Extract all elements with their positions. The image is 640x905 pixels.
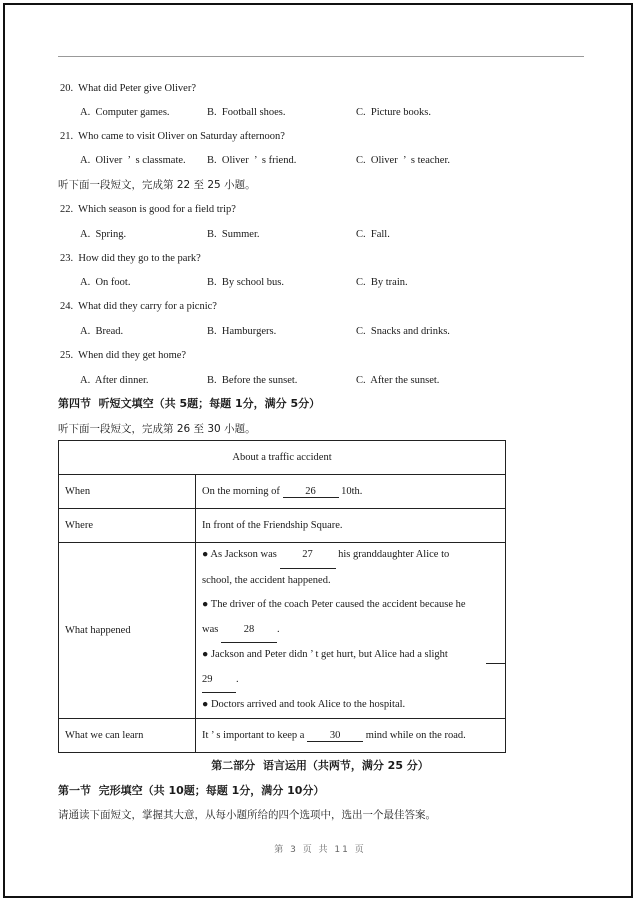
learn-label: What we can learn	[59, 719, 196, 753]
q22-option-b: B. Summer.	[207, 229, 260, 240]
where-label: Where	[59, 509, 196, 543]
q22-option-c: C. Fall.	[356, 229, 390, 240]
q24-option-c: C. Snacks and drinks.	[356, 326, 450, 337]
blank-30: 30	[307, 730, 363, 742]
when-cell: On the morning of 26 10th.	[196, 475, 506, 509]
q21-option-c: C. Oliver ’ s teacher.	[356, 155, 450, 166]
q25-option-a: A. After dinner.	[80, 375, 149, 386]
q21-option-a: A. Oliver ’ s classmate.	[80, 155, 186, 166]
table-title: About a traffic accident	[59, 441, 506, 475]
where-cell: In front of the Friendship Square.	[196, 509, 506, 543]
q22-option-a: A. Spring.	[80, 229, 127, 240]
what-happened-label: What happened	[59, 543, 196, 719]
accident-table	[58, 440, 506, 753]
bullet-3: ● Jackson and Peter didn ’ t get hurt, but Alice had a slight	[202, 649, 448, 661]
bullet-3-cont: 29 .	[202, 668, 499, 694]
q20-option-a: A. Computer games.	[80, 107, 170, 118]
section-1-header: 第一节 完形填空（共 10题；每题 1分，满分 10分）	[58, 784, 325, 797]
q20-option-c: C. Picture books.	[356, 107, 431, 118]
q21-option-b: B. Oliver ’ s friend.	[207, 155, 297, 166]
blank-29: 29	[202, 668, 236, 694]
instruction-26-30: 听下面一段短文，完成第 26 至 30 小题。	[58, 423, 256, 435]
question-22: 22. Which season is good for a field trip?	[60, 204, 236, 215]
question-23: 23. How did they go to the park?	[60, 253, 201, 264]
bullet-2-cont: was 28 .	[202, 618, 499, 644]
q20-option-b: B. Football shoes.	[207, 107, 286, 118]
what-happened-cell	[196, 543, 506, 719]
question-25: 25. When did they get home?	[60, 350, 187, 361]
blank-27: 27	[280, 543, 336, 569]
bullet-2: ● The driver of the coach Peter caused the accident because he	[202, 599, 466, 611]
part-2-header: 第二部分 语言运用（共两节，满分 25 分）	[211, 759, 429, 772]
q24-option-b: B. Hamburgers.	[207, 326, 277, 337]
instruction-22-25: 听下面一段短文，完成第 22 至 25 小题。	[58, 179, 256, 191]
question-20: 20. What did Peter give Oliver?	[60, 83, 196, 94]
when-label: When	[59, 475, 196, 509]
bullet-4: ● Doctors arrived and took Alice to the hospital.	[202, 699, 406, 711]
header-rule	[58, 56, 584, 57]
page-footer: 第 3 页 共 11 页	[274, 845, 366, 855]
bullet-1-cont: school, the accident happened.	[202, 574, 331, 586]
blank-28: 28	[221, 618, 277, 644]
blank-26: 26	[283, 486, 339, 498]
q25-option-c: C. After the sunset.	[356, 375, 440, 386]
section-1-instruction: 请通读下面短文，掌握其大意，从每小题所给的四个选项中，选出一个最佳答案。	[58, 809, 436, 821]
question-21: 21. Who came to visit Oliver on Saturday afternoon?	[60, 131, 285, 142]
learn-cell: It ’ s important to keep a 30 mind while on the road.	[196, 719, 506, 753]
question-24: 24. What did they carry for a picnic?	[60, 301, 217, 312]
section-4-header: 第四节 听短文填空（共 5题；每题 1分，满分 5分）	[58, 397, 321, 410]
q23-option-a: A. On foot.	[80, 277, 131, 288]
q25-option-b: B. Before the sunset.	[207, 375, 298, 386]
q23-option-c: C. By train.	[356, 277, 408, 288]
q23-option-b: B. By school bus.	[207, 277, 285, 288]
overflow-underline	[486, 663, 506, 664]
bullet-1: ● As Jackson was 27 his granddaughter Alice to	[202, 543, 499, 569]
q24-option-a: A. Bread.	[80, 326, 124, 337]
